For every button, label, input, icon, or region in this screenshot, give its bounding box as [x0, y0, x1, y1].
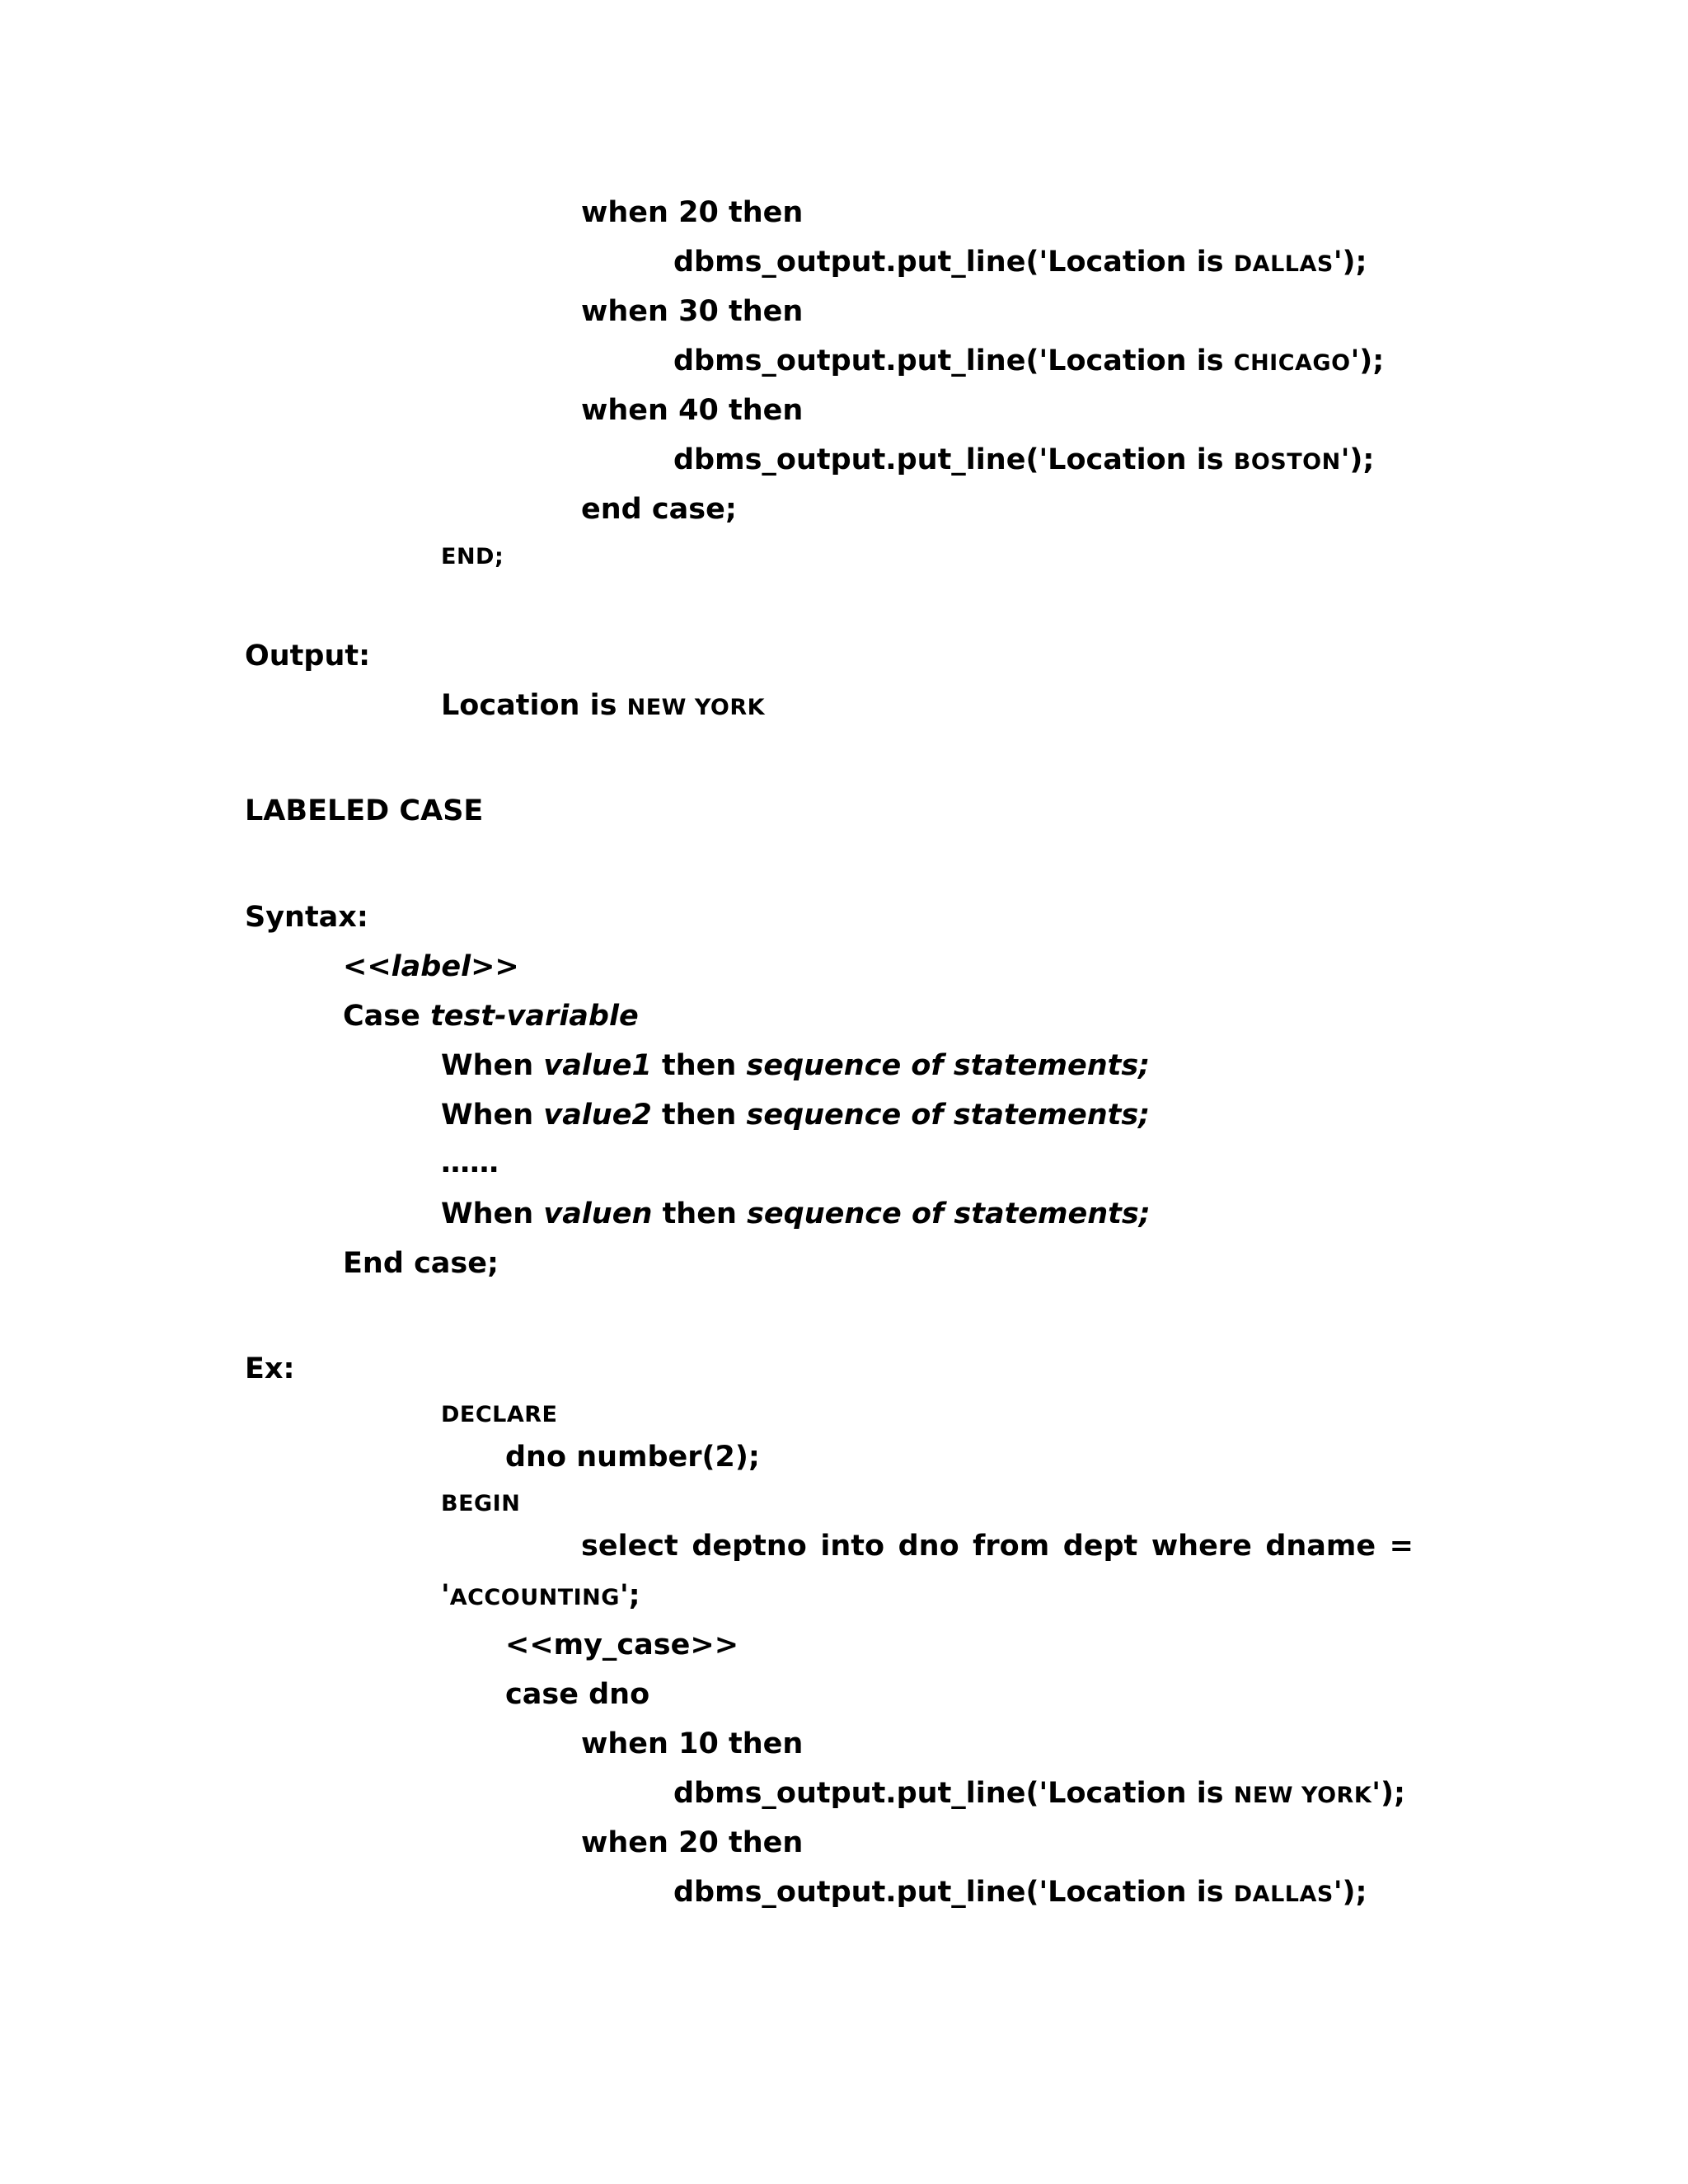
code-text: When [441, 1099, 544, 1132]
heading-text: Syntax: [245, 901, 368, 934]
code-text: dno number(2); [505, 1441, 760, 1474]
code-line-put-boston [673, 443, 1375, 476]
city-name: NEW YORK [626, 695, 766, 720]
heading-text: Ex: [245, 1352, 295, 1385]
code-text: <<my_case>> [505, 1629, 739, 1661]
code-text: then [652, 1197, 748, 1230]
code-text: end case; [581, 493, 737, 526]
code-text: dbms_output.put_line('Location is [673, 1777, 1234, 1810]
example-heading [245, 1352, 295, 1385]
syntax-whenn-line [441, 1197, 1151, 1230]
code-text: Case [343, 1000, 431, 1033]
code-text: dbms_output.put_line('Location is [673, 443, 1234, 476]
code-line-put-dallas-b [673, 1878, 1367, 1907]
city-name: NEW YORK [1233, 1783, 1372, 1808]
code-text: End case; [343, 1247, 499, 1280]
code-text: when 20 then [581, 196, 804, 229]
placeholder-text: value2 [543, 1099, 652, 1132]
code-line-when-20-b [581, 1826, 804, 1859]
code-text: << [343, 950, 392, 983]
city-name: DALLAS [1233, 251, 1334, 277]
code-line-when-20 [581, 196, 804, 229]
syntax-when1-line [441, 1049, 1151, 1082]
syntax-when2-line [441, 1101, 1150, 1130]
output-text: Location is [441, 689, 627, 722]
code-text: when 20 then [581, 1826, 804, 1859]
syntax-ellipsis-line [441, 1146, 499, 1179]
code-text: '); [1333, 1876, 1367, 1909]
code-line-case-dno [505, 1680, 649, 1709]
output-heading [245, 642, 370, 671]
code-text: then [651, 1049, 747, 1082]
syntax-label-line [343, 950, 519, 983]
placeholder-text: label [391, 950, 471, 983]
section-heading-labeled-case [245, 794, 484, 827]
city-name: DALLAS [1233, 1882, 1334, 1907]
code-line-put-new-york [673, 1779, 1405, 1808]
code-text: '); [1372, 1777, 1405, 1810]
code-text: when 30 then [581, 295, 804, 328]
code-line-dno-decl [505, 1443, 760, 1472]
city-name: CHICAGO [1233, 350, 1351, 376]
output-line [441, 691, 765, 720]
syntax-case-line [343, 1002, 639, 1031]
code-text: '); [1340, 443, 1375, 476]
placeholder-text: sequence of statements; [746, 1049, 1151, 1082]
code-text: select deptno into dno from dept where dname = [581, 1530, 1414, 1563]
code-text: …… [441, 1146, 499, 1179]
code-text: then [651, 1099, 747, 1132]
placeholder-text: valuen [543, 1197, 653, 1230]
code-line-put-chicago [673, 344, 1385, 377]
syntax-heading [245, 903, 368, 932]
code-text: when 10 then [581, 1727, 804, 1760]
code-text: when 40 then [581, 394, 804, 427]
placeholder-text: sequence of statements; [747, 1197, 1151, 1230]
code-line-begin [441, 1493, 520, 1515]
code-line-declare [441, 1404, 558, 1426]
heading-text: LABELED CASE [245, 794, 484, 827]
city-name: BOSTON [1233, 449, 1341, 475]
code-line-when-30 [581, 295, 804, 328]
code-text: END; [441, 544, 504, 569]
code-text: dbms_output.put_line('Location is [673, 246, 1234, 279]
placeholder-text: test-variable [430, 1000, 639, 1033]
code-line-when-10 [581, 1727, 804, 1760]
code-line-accounting [441, 1579, 640, 1612]
code-text: ' [441, 1579, 450, 1612]
code-text: BEGIN [441, 1491, 521, 1516]
code-text: '); [1350, 344, 1385, 377]
code-text: dbms_output.put_line('Location is [673, 344, 1234, 377]
syntax-end-line [343, 1249, 499, 1278]
code-text: When [441, 1049, 544, 1082]
code-text: >> [471, 950, 519, 983]
code-line-put-dallas [673, 248, 1367, 277]
code-line-end [441, 546, 504, 568]
code-text: '; [619, 1579, 640, 1612]
placeholder-text: value1 [543, 1049, 652, 1082]
code-text: DECLARE [441, 1402, 558, 1427]
placeholder-text: sequence of statements; [746, 1099, 1151, 1132]
code-text: case dno [505, 1678, 650, 1711]
dept-name: ACCOUNTING [449, 1585, 620, 1610]
code-text: dbms_output.put_line('Location is [673, 1876, 1234, 1909]
code-text: '); [1333, 246, 1367, 279]
code-line-end-case [581, 495, 737, 524]
code-line-my-case-label [505, 1631, 738, 1660]
code-text: When [441, 1197, 544, 1230]
code-line-select [581, 1532, 1414, 1561]
code-line-when-40 [581, 396, 803, 425]
heading-text: Output: [245, 640, 371, 673]
